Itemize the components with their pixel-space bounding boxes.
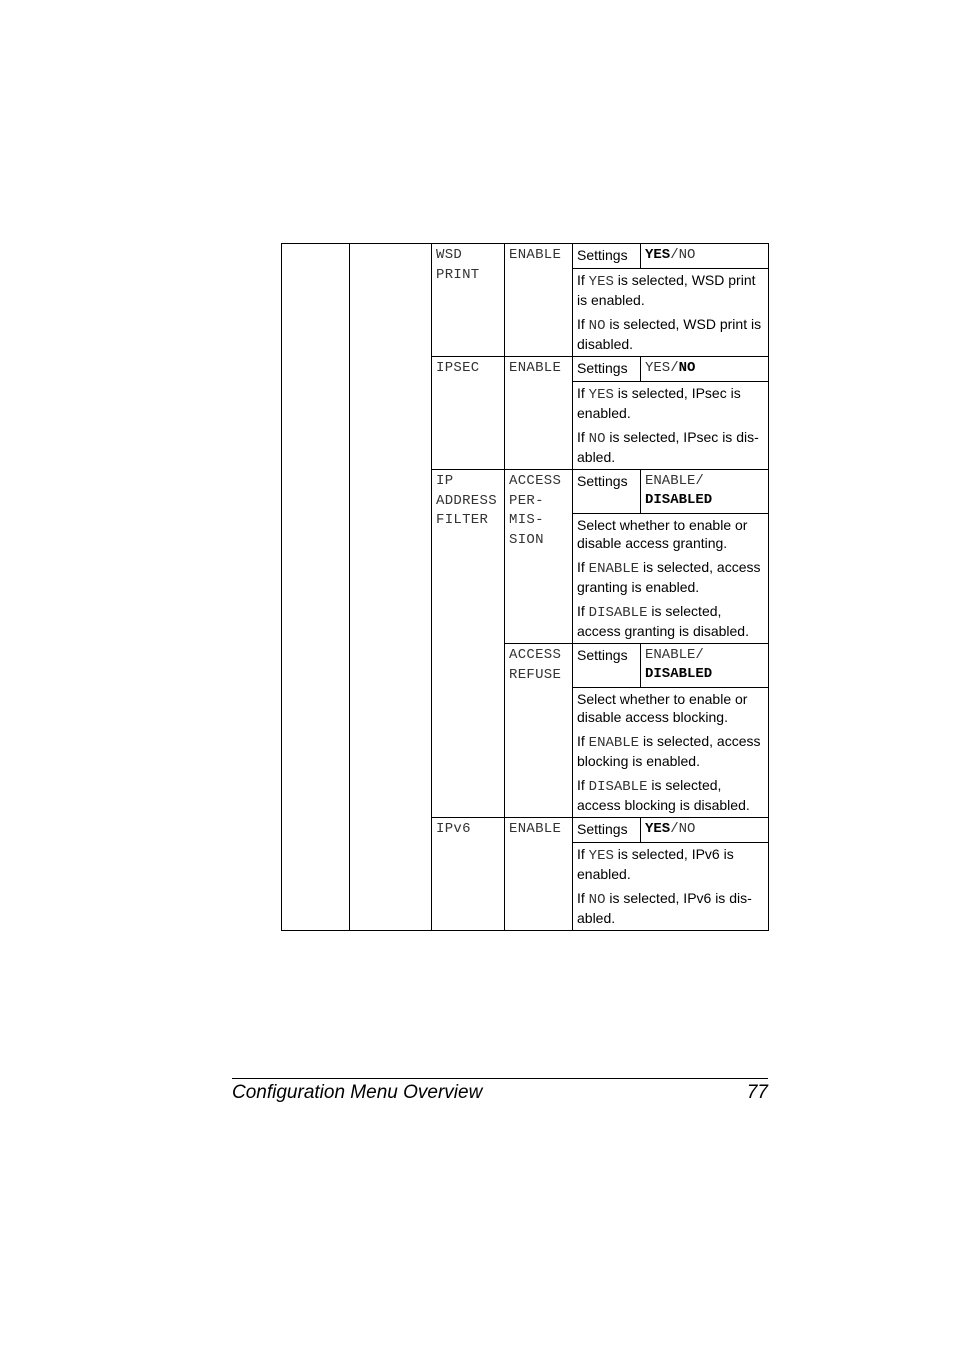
description-paragraph: Select whether to enable or disable access blocking. bbox=[577, 691, 748, 725]
submenu-enable: ENABLE bbox=[505, 244, 573, 357]
description-paragraph: If NO is selected, WSD print is disabled. bbox=[577, 316, 762, 352]
description-cell bbox=[573, 269, 769, 357]
settings-label: Settings bbox=[573, 644, 641, 688]
description-cell bbox=[573, 688, 769, 818]
description-paragraph: If DISABLE is selected, access granting is disabled. bbox=[577, 603, 749, 639]
table-row-wsd-print-settings bbox=[282, 244, 769, 269]
description-paragraph: If NO is selected, IPsec is dis-abled. bbox=[577, 429, 759, 465]
description-paragraph: If NO is selected, IPv6 is dis-abled. bbox=[577, 890, 752, 926]
menu-item-ipv6: IPv6 bbox=[432, 818, 505, 931]
description-paragraph: If YES is selected, WSD print is enabled. bbox=[577, 272, 756, 308]
description-paragraph: If DISABLE is selected, access blocking is disabled. bbox=[577, 777, 750, 813]
settings-value: YES/NO bbox=[641, 244, 769, 269]
settings-label: Settings bbox=[573, 470, 641, 514]
description-cell bbox=[573, 843, 769, 931]
settings-value: ENABLE/ DISABLED bbox=[641, 470, 769, 514]
menu-item-ipsec: IPSEC bbox=[432, 357, 505, 470]
footer-title: Configuration Menu Overview bbox=[232, 1082, 483, 1103]
description-paragraph: If ENABLE is selected, access blocking is enabled. bbox=[577, 733, 761, 769]
description-paragraph: If YES is selected, IPsec is enabled. bbox=[577, 385, 741, 421]
settings-value: ENABLE/ DISABLED bbox=[641, 644, 769, 688]
submenu-access-permission: ACCESS PER- MIS- SION bbox=[505, 470, 573, 644]
settings-value: YES/NO bbox=[641, 357, 769, 382]
submenu-access-refuse: ACCESS REFUSE bbox=[505, 644, 573, 818]
description-cell bbox=[573, 382, 769, 470]
level-1-cell bbox=[282, 244, 350, 931]
description-cell bbox=[573, 514, 769, 644]
level-2-cell bbox=[350, 244, 432, 931]
footer-divider bbox=[232, 1078, 768, 1079]
description-paragraph: If YES is selected, IPv6 is enabled. bbox=[577, 846, 734, 882]
settings-label: Settings bbox=[573, 357, 641, 382]
menu-item-wsd-print: WSD PRINT bbox=[432, 244, 505, 357]
description-paragraph: Select whether to enable or disable access granting. bbox=[577, 517, 748, 551]
settings-label: Settings bbox=[573, 818, 641, 843]
menu-item-ip-address-filter: IP ADDRESS FILTER bbox=[432, 470, 505, 818]
submenu-enable: ENABLE bbox=[505, 357, 573, 470]
submenu-enable: ENABLE bbox=[505, 818, 573, 931]
page-number: 77 bbox=[746, 1082, 768, 1103]
settings-label: Settings bbox=[573, 244, 641, 269]
description-paragraph: If ENABLE is selected, access granting is enabled. bbox=[577, 559, 761, 595]
settings-value: YES/NO bbox=[641, 818, 769, 843]
configuration-menu-table bbox=[281, 243, 769, 931]
